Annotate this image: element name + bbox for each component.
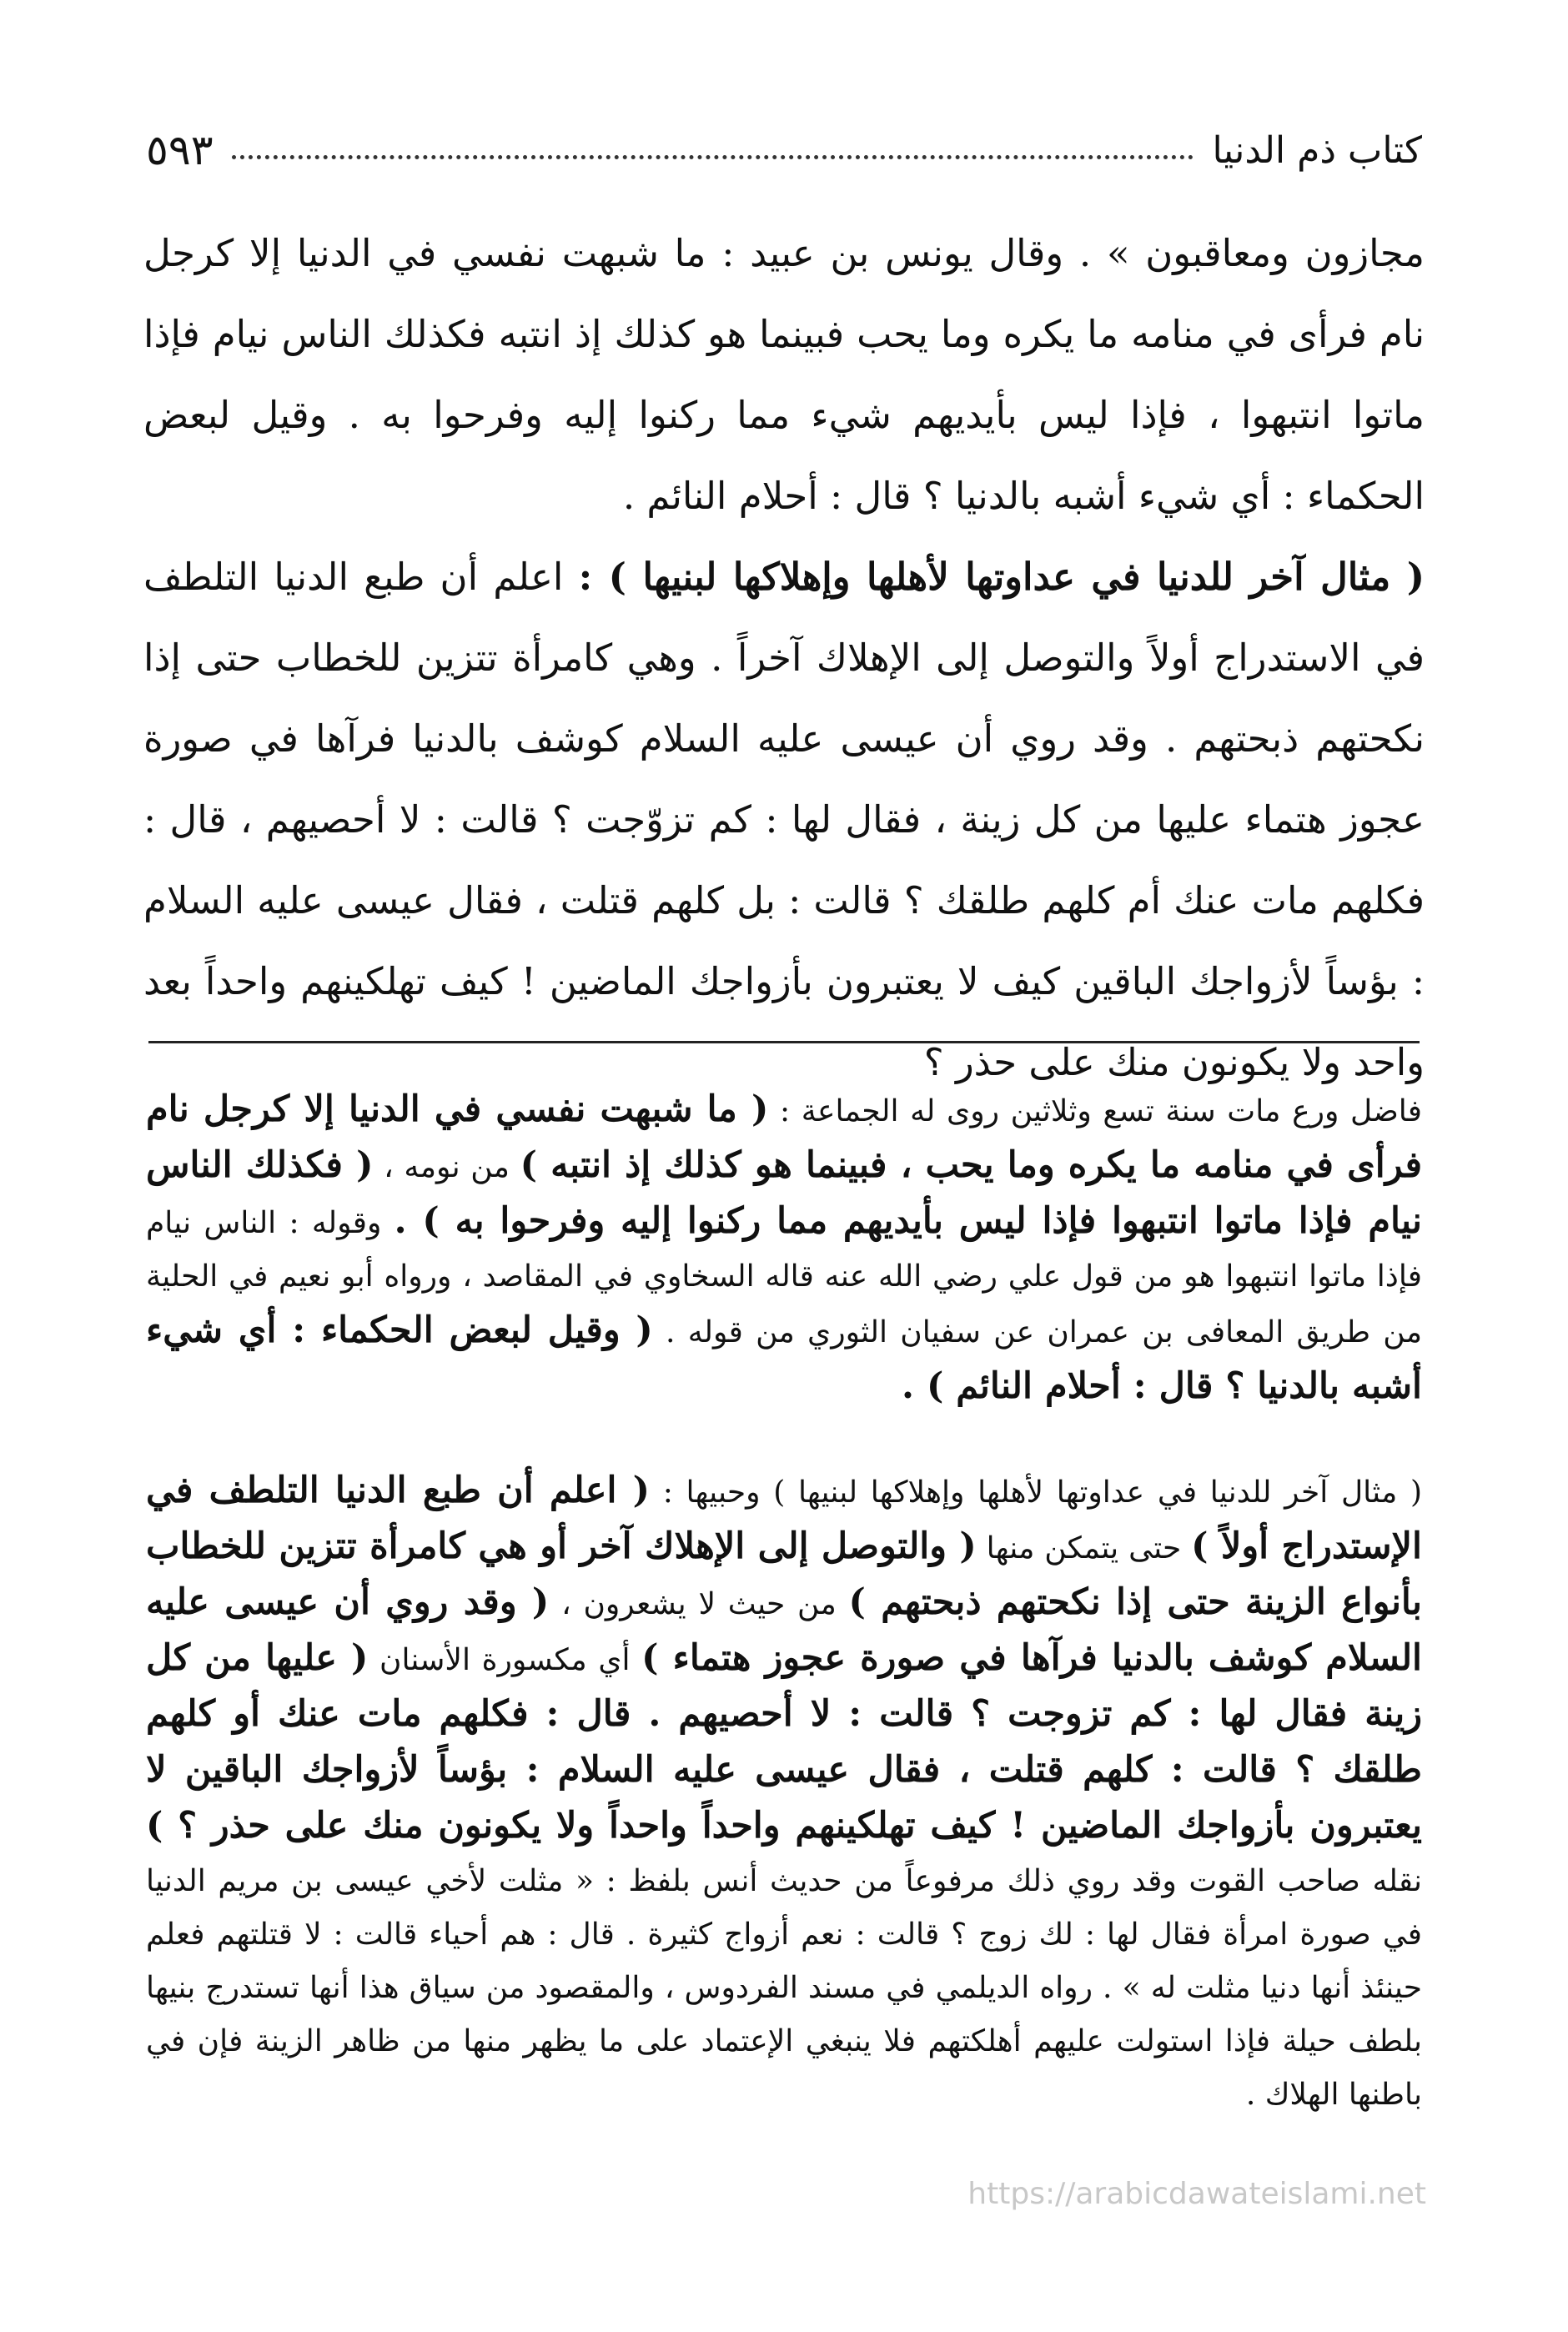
commentary-text: فاضل ورع مات سنة تسع وثلاثين روى له الجماعة : (779, 1094, 1422, 1128)
commentary-text: وقوله : الناس نيام فإذا ماتوا انتبهوا هو من قول علي رضي الله عنه قاله السخاوي في المقاصد ، ورواه أبو نعيم في الحلية من طريق المعافى بن عمران عن سفيان الثوري من قوله . (146, 1206, 1422, 1349)
commentary-text: ( مثال آخر للدنيا في عداوتها لأهلها وإهلاكها لبنيها ) (773, 1475, 1422, 1510)
watermark-url: https://arabicdawateislami.net (967, 2177, 1426, 2211)
commentary-quote: ( وقد روي أن عيسى عليه السلام كوشف بالدنيا فرآها في صورة عجوز هتماء ) (146, 1581, 1422, 1679)
section-body: اعلم أن طبع الدنيا التلطف في الاستدراج أولاً والتوصل إلى الإهلاك آخراً . وهي كامرأة تتزين للخطاب حتى إذا نكحتهم ذبحتهم . وقد روي أن عيسى عليه السلام كوشف بالدنيا فرآها في صورة عجوز هتماء عليها من كل زينة ، فقال لها : كم تزوّجت ؟ قالت : لا أحصيهم ، قال : فكلهم مات عنك أم كلهم طلقك ؟ قالت : بل كلهم قتلت ، فقال عيسى عليه السلام : بؤساً لأزواجك الباقين كيف لا يعتبرون بأزواجك الماضين ! كيف تهلكينهم واحداً بعد واحد ولا يكونون منك على حذر ؟ (143, 555, 1425, 1084)
chapter-title: كتاب ذم الدنيا (1212, 128, 1422, 172)
commentary-text: من حيث لا يشعرون ، (561, 1587, 837, 1621)
commentary (146, 1083, 1422, 2122)
main-paragraph-1: مجازون ومعاقبون » . وقال يونس بن عبيد : ما شبهت نفسي في الدنيا إلا كرجل نام فرأى في منامه ما يكره وما يحب فبينما هو كذلك إذ انتبه فكذلك الناس نيام فإذا ماتوا انتبهوا ، فإذا ليس بأيديهم شيء مما ركنوا إليه وفرحوا به . وقيل لبعض الحكماء : أي شيء أشبه بالدنيا ؟ قال : أحلام النائم . (143, 231, 1425, 518)
footnote-divider (148, 1041, 1420, 1043)
commentary-text: نقله صاحب القوت وقد روي ذلك مرفوعاً من حديث أنس بلفظ : « مثلت لأخي عيسى بن مريم الدنيا في صورة امرأة فقال لها : لك زوج ؟ قالت : نعم أزواج كثيرة . قال : هم أحياء قالت : لا قتلتهم فعلم حينئذ أنها دنيا مثلت له » . رواه الديلمي في مسند الفردوس ، والمقصود من سياق هذا أنها تستدرج بنيها بلطف حيلة فإذا استولت عليهم أهلكتهم فلا ينبغي الإعتماد على ما يظهر منها من ظاهر الزينة فإن في باطنها الهلاك . (146, 1864, 1422, 2112)
commentary-text: أي مكسورة الأسنان (379, 1643, 631, 1677)
header-dotted-leader (232, 155, 1194, 159)
commentary-text: وحبيها : (662, 1475, 761, 1510)
commentary-quote: ( وقيل لبعض الحكماء : أي شيء أشبه بالدنيا ؟ قال : أحلام النائم ) . (146, 1309, 1422, 1407)
commentary-paragraph-2 (146, 1464, 1422, 2122)
main-paragraph-2 (143, 536, 1425, 1103)
page-header (146, 117, 1422, 183)
commentary-quote: ( والتوصل إلى الإهلاك آخر أو هي كامرأة تتزين للخطاب بأنواع الزينة حتى إذا نكحتهم ذبحتهم ) (146, 1525, 1423, 1623)
main-text (143, 213, 1425, 1103)
page-number: ٥٩٣ (146, 126, 214, 174)
commentary-quote: ( فكذلك الناس نيام فإذا ماتوا انتبهوا فإذا ليس بأيديهم مما ركنوا إليه وفرحوا به ) . (146, 1144, 1422, 1242)
commentary-paragraph-1 (146, 1083, 1422, 1415)
section-heading: ( مثال آخر للدنيا في عداوتها لأهلها وإهلاكها لبنيها ) : (578, 555, 1425, 599)
commentary-quote: ( عليها من كل زينة فقال لها : كم تزوجت ؟ قالت : لا أحصيهم . قال : فكلهم مات عنك أو كلهم طلقك ؟ قالت : كلهم قتلت ، فقال عيسى عليه السلام : بؤساً لأزواجك الباقين لا يعتبرون بأزواجك الماضين ! كيف تهلكينهم واحداً واحداً ولا يكونون منك على حذر ؟ ) (146, 1637, 1422, 1847)
commentary-quote: ( ما شبهت نفسي في الدنيا إلا كرجل نام فرأى في منامه ما يكره وما يحب ، فبينما هو كذلك إذ انتبه ) (146, 1088, 1422, 1186)
commentary-text: من نومه ، (384, 1150, 510, 1184)
commentary-text: حتى يتمكن منها (986, 1531, 1182, 1566)
commentary-quote: ( اعلم أن طبع الدنيا التلطف في الإستدراج أولاً ) (146, 1470, 1422, 1567)
